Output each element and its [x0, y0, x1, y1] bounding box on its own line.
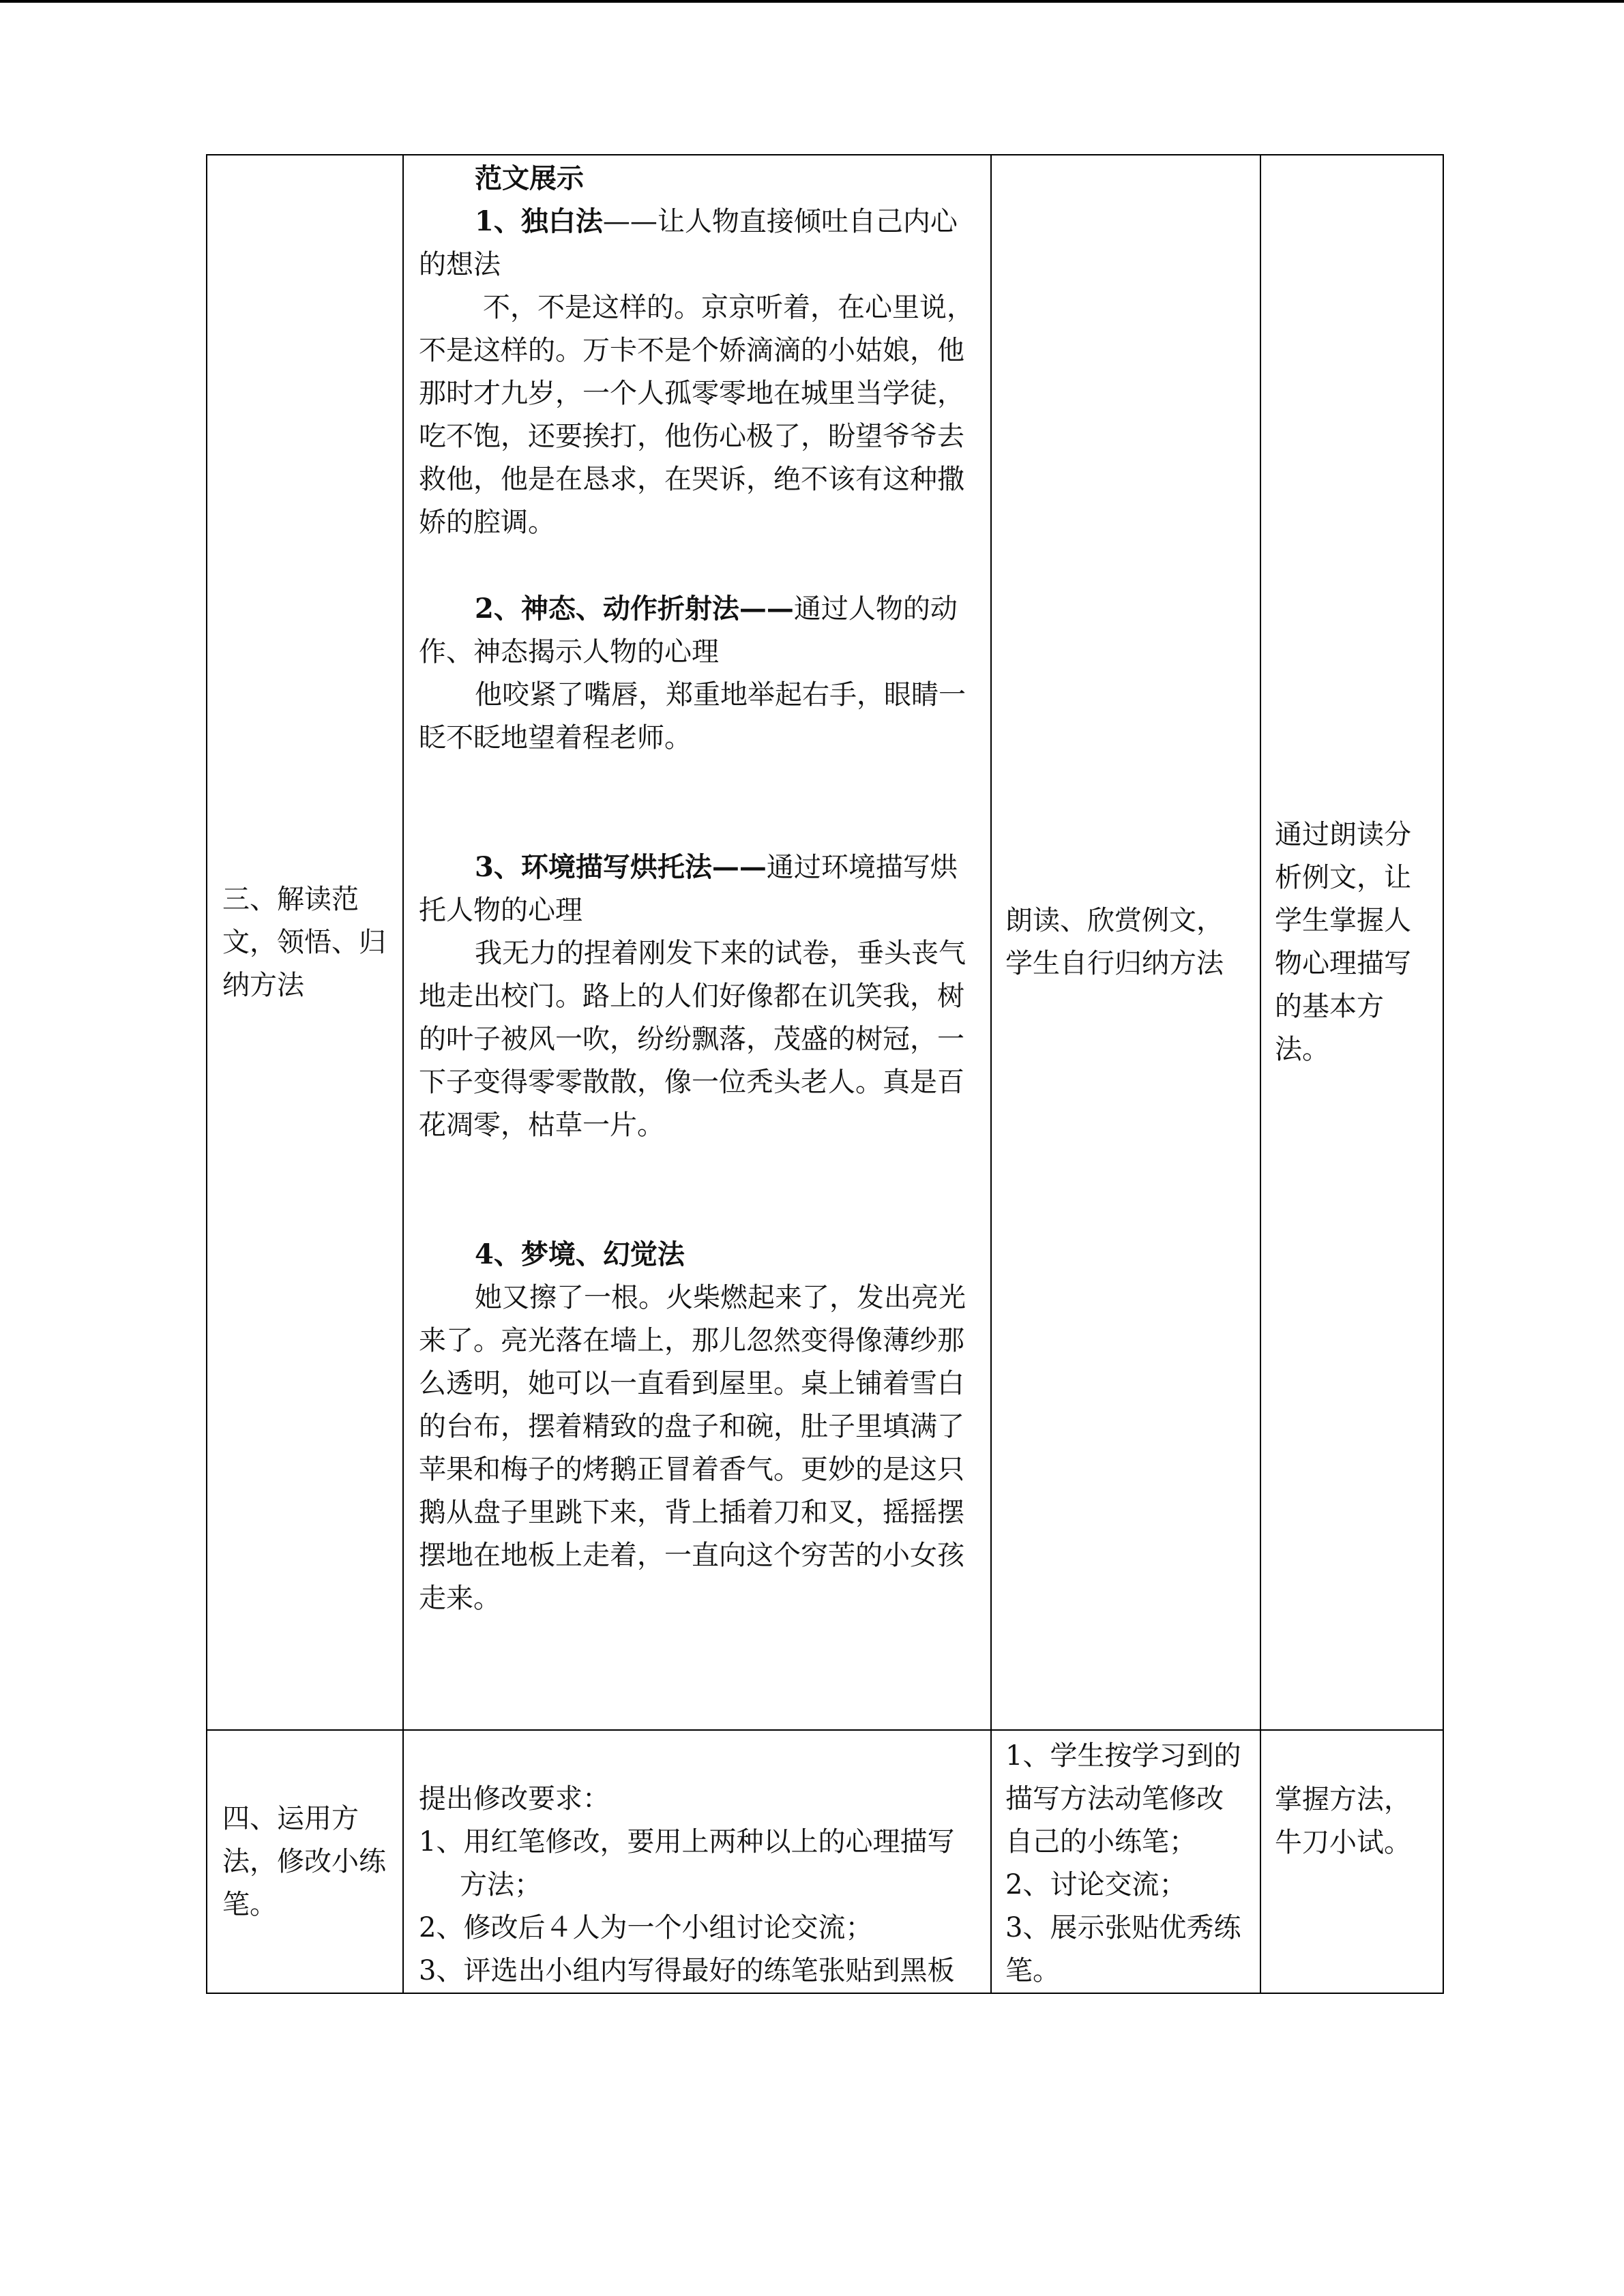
teacher-item: 3、评选出小组内写得最好的练笔张贴到黑板	[419, 1955, 955, 1986]
purpose-cell	[1260, 155, 1443, 1730]
purpose-cell	[1260, 1730, 1443, 1993]
method-title: 3、环境描写烘托法——	[475, 851, 767, 883]
lesson-plan-table	[206, 154, 1444, 1994]
method-2	[419, 587, 977, 674]
student-activity-cell	[991, 1730, 1260, 1993]
method-example: 我无力的捏着刚发下来的试卷，垂头丧气地走出校门。路上的人们好像都在讥笑我，树的叶子被风一吹，纷纷飘落，茂盛的树冠，一下子变得零零散散，像一位秃头老人。真是百花凋零，枯草一片。	[419, 938, 966, 1141]
page-top-rule	[0, 0, 1624, 3]
design-purpose: 掌握方法，牛刀小试。	[1275, 1784, 1411, 1858]
method-title: 4、梦境、幻觉法	[475, 1238, 685, 1270]
teacher-item: 1、用红笔修改，要用上两种以上的心理描写方法；	[419, 1826, 955, 1900]
table-row	[207, 1730, 1443, 1993]
stage-label: 三、解读范文，领悟、归纳方法	[222, 883, 386, 1001]
content-cell	[403, 1730, 991, 1993]
table-row	[207, 155, 1443, 1730]
method-4	[419, 1233, 977, 1277]
method-example: 他咬紧了嘴唇，郑重地举起右手，眼睛一眨不眨地望着程老师。	[419, 679, 966, 754]
student-item: 2、讨论交流；	[1005, 1869, 1187, 1900]
content-cell	[403, 155, 991, 1730]
method-title: 1、独白法	[475, 205, 603, 237]
method-example: 她又擦了一根。火柴燃起来了，发出亮光来了。亮光落在墙上，那儿忽然变得像薄纱那么透明，她可以一直看到屋里。桌上铺着雪白的台布，摆着精致的盘子和碗，肚子里填满了苹果和梅子的烤鹅正冒着香气。更妙的是这只鹅从盘子里跳下来，背上插着刀和叉，摇摇摆摆地在地板上走着，一直向这个穷苦的小女孩走来。	[419, 1282, 966, 1614]
stage-label: 四、运用方法，修改小练笔。	[222, 1802, 386, 1920]
student-activity: 朗读、欣赏例文，学生自行归纳方法	[1005, 905, 1224, 979]
method-example: 不，不是这样的。京京听着，在心里说，不是这样的。万卡不是个娇滴滴的小姑娘，他那时才九岁，一个人孤零零地在城里当学徒，吃不饱，还要挨打，他伤心极了，盼望爷爷去救他，他是在恳求，在哭诉，绝不该有这种撒娇的腔调。	[419, 292, 974, 538]
design-purpose: 通过朗读分析例文，让学生掌握人物心理描写的基本方法。	[1275, 819, 1411, 1065]
method-desc: 通过人物的动作、神态揭示人物的心理	[419, 593, 958, 668]
method-title: 2、神态、动作折射法——	[475, 593, 794, 625]
student-activity-cell	[991, 155, 1260, 1730]
teacher-intro: 提出修改要求：	[419, 1783, 610, 1815]
method-desc: 通过环境描写烘托人物的心理	[419, 852, 958, 926]
method-3	[419, 846, 977, 932]
teacher-item: 2、修改后４人为一个小组讨论交流；	[419, 1912, 873, 1943]
stage-cell	[207, 155, 403, 1730]
student-item: 1、学生按学习到的描写方法动笔修改自己的小练笔；	[1005, 1740, 1241, 1858]
method-desc: ——让人物直接倾吐自己内心的想法	[419, 206, 958, 280]
method-1	[419, 200, 977, 286]
stage-cell	[207, 1730, 403, 1993]
student-item: 3、展示张贴优秀练笔。	[1005, 1912, 1241, 1986]
section-heading: 范文展示	[475, 162, 584, 194]
